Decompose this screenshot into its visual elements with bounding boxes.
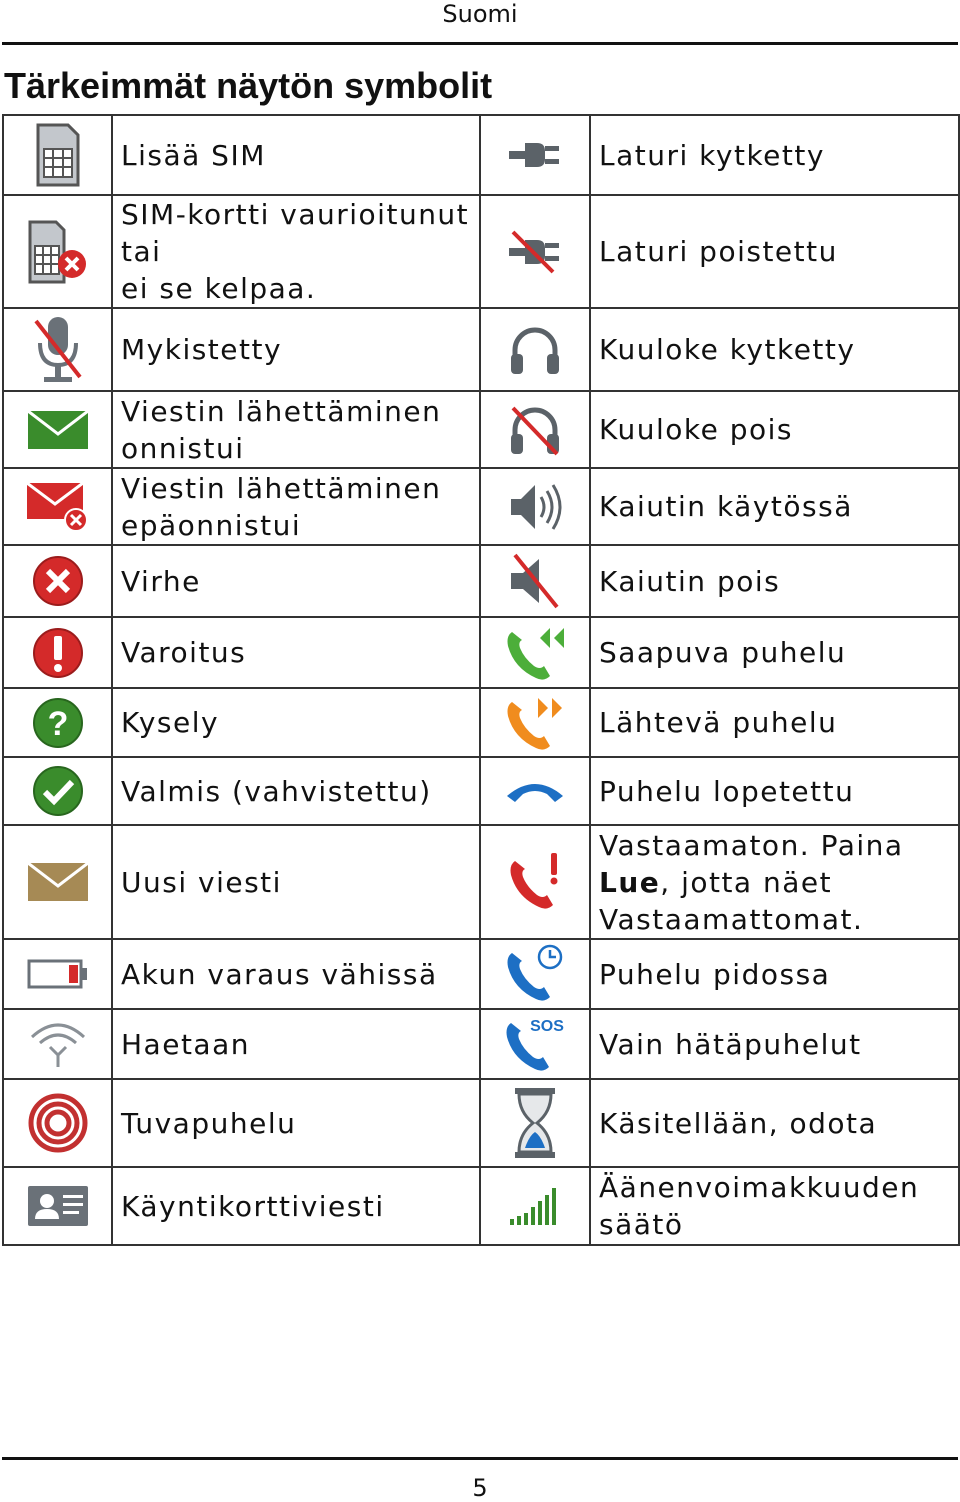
header-divider	[2, 42, 958, 45]
symbol-label: Käyntikorttiviesti	[112, 1167, 480, 1245]
symbol-label: Kaiutin käytössä	[590, 468, 959, 545]
sos-call-icon	[480, 1009, 590, 1079]
speaker-on-icon	[480, 468, 590, 545]
symbol-table	[2, 114, 960, 1246]
label-line: SIM-kortti vaurioitunut tai	[121, 198, 470, 268]
table-row	[3, 1167, 959, 1245]
message-failed-icon	[3, 468, 112, 545]
label-line: Viestin lähettäminen	[121, 471, 442, 505]
header-language: Suomi	[442, 0, 518, 28]
symbol-label: Lähtevä puhelu	[590, 688, 959, 757]
searching-network-icon	[3, 1009, 112, 1079]
symbol-label: Virhe	[112, 545, 480, 617]
table-row	[3, 825, 959, 939]
table-row	[3, 757, 959, 825]
business-card-icon	[3, 1167, 112, 1245]
symbol-label	[112, 391, 480, 468]
symbol-label: Kysely	[112, 688, 480, 757]
symbol-label: Kaiutin pois	[590, 545, 959, 617]
error-icon	[3, 545, 112, 617]
footer-divider	[2, 1457, 958, 1460]
headset-connected-icon	[480, 308, 590, 391]
label-line: ei se kelpaa.	[121, 272, 317, 305]
table-row	[3, 195, 959, 308]
label-text: , jotta näet	[660, 865, 833, 899]
volume-bars-icon	[480, 1167, 590, 1245]
symbol-label: Haetaan	[112, 1009, 480, 1079]
symbol-label: Mykistetty	[112, 308, 480, 391]
symbol-label: Käsitellään, odota	[590, 1079, 959, 1167]
label-line: Vastaamaton. Paina	[599, 828, 904, 862]
call-ended-icon	[480, 757, 590, 825]
symbol-label	[590, 1167, 959, 1245]
table-row	[3, 115, 959, 195]
table-row	[3, 617, 959, 688]
table-row	[3, 1079, 959, 1167]
query-icon	[3, 688, 112, 757]
symbol-label: Puhelu lopetettu	[590, 757, 959, 825]
tty-call-icon	[3, 1079, 112, 1167]
hourglass-icon	[480, 1079, 590, 1167]
page-number: 5	[472, 1474, 488, 1502]
speaker-off-icon	[480, 545, 590, 617]
call-on-hold-icon	[480, 939, 590, 1009]
table-row	[3, 1009, 959, 1079]
symbol-label: Uusi viesti	[112, 825, 480, 939]
missed-call-icon	[480, 825, 590, 939]
warning-icon	[3, 617, 112, 688]
symbol-label: Vain hätäpuhelut	[590, 1009, 959, 1079]
label-line	[599, 864, 958, 901]
table-row	[3, 308, 959, 391]
outgoing-call-icon	[480, 688, 590, 757]
symbol-label	[590, 825, 959, 939]
symbol-label	[112, 195, 480, 308]
label-line: Vastaamattomat.	[599, 902, 864, 936]
message-sent-icon	[3, 391, 112, 468]
label-line: Äänenvoimakkuuden	[599, 1171, 920, 1204]
battery-low-icon	[3, 939, 112, 1009]
charger-connected-icon	[480, 115, 590, 195]
new-message-icon	[3, 825, 112, 939]
svg-text:?: ?	[47, 704, 68, 743]
done-icon	[3, 757, 112, 825]
headset-off-icon	[480, 391, 590, 468]
label-line: epäonnistui	[121, 508, 302, 542]
symbol-label: Varoitus	[112, 617, 480, 688]
page-title: Tärkeimmät näytön symbolit	[4, 65, 493, 106]
symbol-label: Kuuloke pois	[590, 391, 959, 468]
symbol-label: Valmis (vahvistettu)	[112, 757, 480, 825]
symbol-label: Puhelu pidossa	[590, 939, 959, 1009]
table-row	[3, 391, 959, 468]
table-row	[3, 939, 959, 1009]
table-row	[3, 468, 959, 545]
table-row	[3, 545, 959, 617]
symbol-label	[112, 468, 480, 545]
incoming-call-icon	[480, 617, 590, 688]
symbol-label: Tuvapuhelu	[112, 1079, 480, 1167]
read-keyword: Lue	[599, 865, 661, 899]
symbol-label: Laturi kytketty	[590, 115, 959, 195]
symbol-label: Saapuva puhelu	[590, 617, 959, 688]
label-line: onnistui	[121, 431, 245, 465]
label-line: Viestin lähettäminen	[121, 394, 442, 428]
label-line: säätö	[599, 1208, 684, 1241]
symbol-label: Kuuloke kytketty	[590, 308, 959, 391]
symbol-label: Lisää SIM	[112, 115, 480, 195]
sim-card-icon	[3, 115, 112, 195]
symbol-label: Akun varaus vähissä	[112, 939, 480, 1009]
sos-label: SOS	[530, 1018, 564, 1035]
sim-card-error-icon	[3, 195, 112, 308]
charger-removed-icon	[480, 195, 590, 308]
symbol-label: Laturi poistettu	[590, 195, 959, 308]
microphone-muted-icon	[3, 308, 112, 391]
table-row	[3, 688, 959, 757]
